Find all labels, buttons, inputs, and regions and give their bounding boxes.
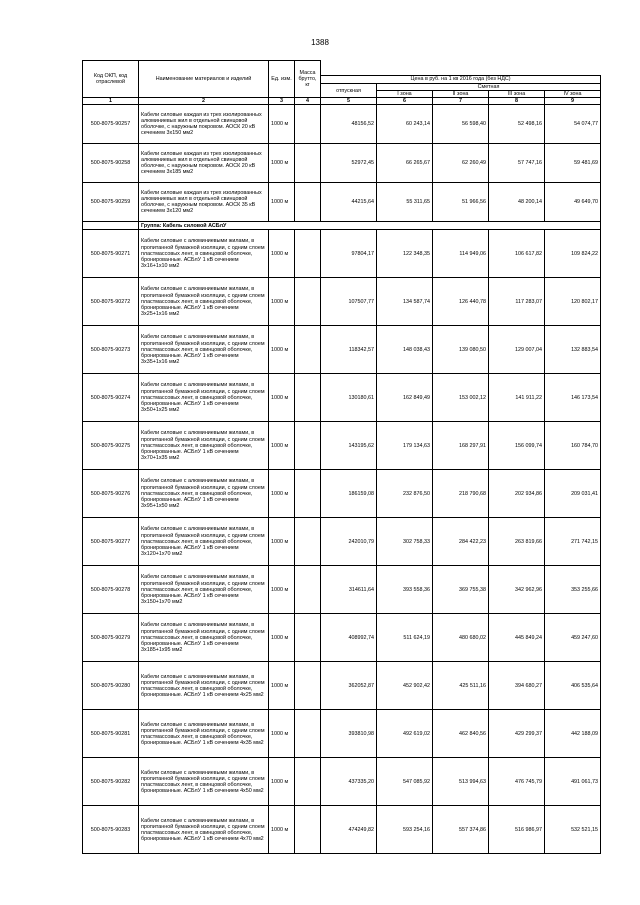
item-name: Кабели силовые с алюминиевыми жилами, в пропитанной бумажной изоляции, с одним слоем пластмассовых лент, в свинцовой оболочке, бронированные. АСБлУ 1 кВ сечением 3х25+1х16 мм2 (139, 278, 269, 326)
zone-3-price: 342 962,96 (489, 566, 545, 614)
table-row (83, 374, 601, 422)
group-row (83, 222, 601, 230)
table-row (83, 758, 601, 806)
column-index: 5 (321, 98, 377, 105)
col-header-estimate: Сметная (377, 84, 601, 91)
table-row (83, 566, 601, 614)
table-row (83, 518, 601, 566)
zone-3-price: 263 819,66 (489, 518, 545, 566)
unit-cell: 1000 м (269, 518, 295, 566)
zone-1-price: 492 619,02 (377, 710, 433, 758)
zone-4-price: 442 188,09 (545, 710, 601, 758)
zone-1-price: 393 558,36 (377, 566, 433, 614)
zone-2-price: 557 374,86 (433, 806, 489, 854)
zone-4-price: 459 247,60 (545, 614, 601, 662)
zone-2-price: 168 297,91 (433, 422, 489, 470)
column-index: 3 (269, 98, 295, 105)
release-price: 107507,77 (321, 278, 377, 326)
release-price: 314611,64 (321, 566, 377, 614)
unit-cell: 1000 м (269, 806, 295, 854)
page-number: 1388 (311, 38, 329, 47)
zone-4-price: 146 173,54 (545, 374, 601, 422)
zone-3-price: 429 299,37 (489, 710, 545, 758)
unit-cell: 1000 м (269, 758, 295, 806)
item-code: 500-8075-90277 (83, 518, 139, 566)
item-code: 500-8075-90274 (83, 374, 139, 422)
item-code: 500-8075-90271 (83, 230, 139, 278)
zone-3-price: 476 745,79 (489, 758, 545, 806)
mass-cell (295, 422, 321, 470)
zone-1-price: 162 849,49 (377, 374, 433, 422)
zone-1-price: 452 902,42 (377, 662, 433, 710)
col-header-name: Наименование материалов и изделий (139, 61, 269, 98)
table-row (83, 470, 601, 518)
zone-3-price: 141 911,22 (489, 374, 545, 422)
zone-3-price: 156 099,74 (489, 422, 545, 470)
zone-4-price: 532 521,15 (545, 806, 601, 854)
zone-3-price: 48 200,14 (489, 183, 545, 222)
zone-4-price: 160 784,70 (545, 422, 601, 470)
zone-4-price: 209 031,41 (545, 470, 601, 518)
column-index: 4 (295, 98, 321, 105)
zone-1-price: 60 243,14 (377, 105, 433, 144)
unit-cell: 1000 м (269, 470, 295, 518)
column-index-row (83, 98, 601, 105)
zone-2-price: 51 966,56 (433, 183, 489, 222)
zone-1-price: 302 758,33 (377, 518, 433, 566)
item-name: Кабели силовые с алюминиевыми жилами, в пропитанной бумажной изоляции, с одним слоем пластмассовых лент, в свинцовой оболочке, бронированные. АСБлУ 1 кВ сечением 3х120+1х70 мм2 (139, 518, 269, 566)
mass-cell (295, 566, 321, 614)
table-row (83, 278, 601, 326)
col-header-code: Код ОКП, код отраслевой (83, 61, 139, 98)
zone-2-price: 153 002,12 (433, 374, 489, 422)
release-price: 44215,64 (321, 183, 377, 222)
zone-2-price: 462 840,56 (433, 710, 489, 758)
zone-2-price: 369 755,38 (433, 566, 489, 614)
unit-cell: 1000 м (269, 566, 295, 614)
table-row (83, 144, 601, 183)
zone-4-price: 271 742,15 (545, 518, 601, 566)
column-index: 7 (433, 98, 489, 105)
table-row (83, 662, 601, 710)
zone-2-price: 126 440,78 (433, 278, 489, 326)
zone-1-price: 134 587,74 (377, 278, 433, 326)
column-index: 2 (139, 98, 269, 105)
unit-cell: 1000 м (269, 710, 295, 758)
table-row (83, 710, 601, 758)
table-row (83, 422, 601, 470)
table-row (83, 105, 601, 144)
table-row (83, 614, 601, 662)
release-price: 362052,87 (321, 662, 377, 710)
zone-4-price: 132 883,54 (545, 326, 601, 374)
item-name: Кабели силовые с алюминиевыми жилами, в пропитанной бумажной изоляции, с одним слоем пластмассовых лент, в свинцовой оболочке, бронированные. АСБлУ 1 кВ сечением 3х50+1х25 мм2 (139, 374, 269, 422)
mass-cell (295, 105, 321, 144)
zone-2-price: 56 598,40 (433, 105, 489, 144)
item-name: Кабели силовые с алюминиевыми жилами, в пропитанной бумажной изоляции, с одним слоем пластмассовых лент, в свинцовой оболочке, бронированные. АСБлУ 1 кВ сечением 3х150+1х70 мм2 (139, 566, 269, 614)
item-name: Кабели силовые каждая из трех изолированных алюминиевых жил в отдельной свинцовой оболочке, с наружным покровом. АОСК 20 кВ сечением 3х150 мм2 (139, 105, 269, 144)
zone-4-price: 59 481,69 (545, 144, 601, 183)
mass-cell (295, 758, 321, 806)
item-code: 500-8075-90282 (83, 758, 139, 806)
mass-cell (295, 470, 321, 518)
mass-cell (295, 374, 321, 422)
release-price: 48156,52 (321, 105, 377, 144)
zone-1-price: 232 876,50 (377, 470, 433, 518)
item-name: Кабели силовые с алюминиевыми жилами, в пропитанной бумажной изоляции, с одним слоем пластмассовых лент, в свинцовой оболочке, бронированные. АСБлУ 1 кВ сечением 3х185+1х95 мм2 (139, 614, 269, 662)
zone-4-price: 406 535,64 (545, 662, 601, 710)
item-name: Кабели силовые с алюминиевыми жилами, в пропитанной бумажной изоляции, с одним слоем пластмассовых лент, в свинцовой оболочке, бронированные. АСБлУ 1 кВ сечением 3х35+1х16 мм2 (139, 326, 269, 374)
col-header-unit: Ед. изм. (269, 61, 295, 98)
mass-cell (295, 144, 321, 183)
item-name: Кабели силовые каждая из трех изолированных алюминиевых жил в отдельной свинцовой оболочке, с наружным покровом. АОСК 35 кВ сечением 3х120 мм2 (139, 183, 269, 222)
zone-1-price: 66 265,67 (377, 144, 433, 183)
table-row (83, 183, 601, 222)
zone-1-price: 55 311,65 (377, 183, 433, 222)
zone-1-price: 593 254,16 (377, 806, 433, 854)
col-header-zone-1: I зона (377, 91, 433, 98)
release-price: 393810,98 (321, 710, 377, 758)
zone-1-price: 122 348,35 (377, 230, 433, 278)
item-name: Кабели силовые с алюминиевыми жилами, в пропитанной бумажной изоляции, с одним слоем пластмассовых лент, в свинцовой оболочке, бронированные. АСБлУ 1 кВ сечением 4х50 мм2 (139, 758, 269, 806)
mass-cell (295, 230, 321, 278)
group-label: Группа: Кабель силовой АСБлУ (139, 222, 601, 230)
mass-cell (295, 326, 321, 374)
unit-cell: 1000 м (269, 374, 295, 422)
zone-1-price: 511 624,19 (377, 614, 433, 662)
zone-3-price: 52 498,16 (489, 105, 545, 144)
table-row (83, 806, 601, 854)
zone-2-price: 425 511,16 (433, 662, 489, 710)
item-code: 500-8075-90278 (83, 566, 139, 614)
release-price: 437335,20 (321, 758, 377, 806)
zone-3-price: 516 986,97 (489, 806, 545, 854)
mass-cell (295, 183, 321, 222)
zone-1-price: 148 038,43 (377, 326, 433, 374)
item-name: Кабели силовые с алюминиевыми жилами, в пропитанной бумажной изоляции, с одним слоем пластмассовых лент, в свинцовой оболочке, бронированные. АСБлУ 1 кВ сечением 4х25 мм2 (139, 662, 269, 710)
release-price: 52972,45 (321, 144, 377, 183)
zone-4-price: 353 255,66 (545, 566, 601, 614)
item-name: Кабели силовые с алюминиевыми жилами, в пропитанной бумажной изоляции, с одним слоем пластмассовых лент, в свинцовой оболочке, бронированные. АСБлУ 1 кВ сечением 4х35 мм2 (139, 710, 269, 758)
unit-cell: 1000 м (269, 662, 295, 710)
col-header-release: отпускная (321, 84, 377, 98)
unit-cell: 1000 м (269, 278, 295, 326)
mass-cell (295, 806, 321, 854)
item-name: Кабели силовые с алюминиевыми жилами, в пропитанной бумажной изоляции, с одним слоем пластмассовых лент, в свинцовой оболочке, бронированные. АСБлУ 1 кВ сечением 3х95+1х50 мм2 (139, 470, 269, 518)
col-header-price-group: Цена в руб. на 1 кв 2016 года (без НДС) (321, 76, 601, 84)
col-header-zone-2: II зона (433, 91, 489, 98)
unit-cell: 1000 м (269, 144, 295, 183)
mass-cell (295, 710, 321, 758)
zone-3-price: 117 283,07 (489, 278, 545, 326)
zone-2-price: 114 949,06 (433, 230, 489, 278)
item-name: Кабели силовые каждая из трех изолированных алюминиевых жил в отдельной свинцовой оболочке, с наружным покровом. АОСК 20 кВ сечением 3х185 мм2 (139, 144, 269, 183)
item-code: 500-8075-90273 (83, 326, 139, 374)
zone-2-price: 284 422,23 (433, 518, 489, 566)
unit-cell: 1000 м (269, 326, 295, 374)
release-price: 242010,79 (321, 518, 377, 566)
col-header-mass: Масса брутто, кг (295, 61, 321, 98)
unit-cell: 1000 м (269, 183, 295, 222)
unit-cell: 1000 м (269, 422, 295, 470)
item-code: 500-8075-90279 (83, 614, 139, 662)
item-code: 500-8075-90272 (83, 278, 139, 326)
zone-4-price: 120 802,17 (545, 278, 601, 326)
mass-cell (295, 278, 321, 326)
zone-4-price: 49 649,70 (545, 183, 601, 222)
zone-2-price: 218 790,68 (433, 470, 489, 518)
unit-cell: 1000 м (269, 230, 295, 278)
table-row (83, 230, 601, 278)
zone-1-price: 547 085,92 (377, 758, 433, 806)
zone-4-price: 491 061,73 (545, 758, 601, 806)
zone-2-price: 513 994,63 (433, 758, 489, 806)
zone-3-price: 445 849,24 (489, 614, 545, 662)
zone-3-price: 57 747,16 (489, 144, 545, 183)
zone-3-price: 394 680,27 (489, 662, 545, 710)
item-code: 500-8075-90257 (83, 105, 139, 144)
item-code: 500-8075-90283 (83, 806, 139, 854)
item-code: 500-8075-90276 (83, 470, 139, 518)
zone-4-price: 109 824,22 (545, 230, 601, 278)
zone-3-price: 129 007,04 (489, 326, 545, 374)
zone-4-price: 54 074,77 (545, 105, 601, 144)
column-index: 1 (83, 98, 139, 105)
column-index: 9 (545, 98, 601, 105)
unit-cell: 1000 м (269, 105, 295, 144)
zone-3-price: 106 617,82 (489, 230, 545, 278)
col-header-zone-3: III зона (489, 91, 545, 98)
mass-cell (295, 518, 321, 566)
zone-2-price: 480 680,02 (433, 614, 489, 662)
item-code: 500-8075-90259 (83, 183, 139, 222)
item-name: Кабели силовые с алюминиевыми жилами, в пропитанной бумажной изоляции, с одним слоем пластмассовых лент, в свинцовой оболочке, бронированные. АСБлУ 1 кВ сечением 3х16+1х10 мм2 (139, 230, 269, 278)
release-price: 97804,17 (321, 230, 377, 278)
unit-cell: 1000 м (269, 614, 295, 662)
zone-2-price: 139 080,50 (433, 326, 489, 374)
release-price: 186159,08 (321, 470, 377, 518)
release-price: 130180,61 (321, 374, 377, 422)
item-code: 500-8075-90280 (83, 662, 139, 710)
zone-3-price: 202 934,86 (489, 470, 545, 518)
release-price: 474249,82 (321, 806, 377, 854)
item-name: Кабели силовые с алюминиевыми жилами, в пропитанной бумажной изоляции, с одним слоем пластмассовых лент, в свинцовой оболочке, бронированные. АСБлУ 1 кВ сечением 4х70 мм2 (139, 806, 269, 854)
table-row (83, 326, 601, 374)
item-code: 500-8075-90275 (83, 422, 139, 470)
item-code: 500-8075-90281 (83, 710, 139, 758)
price-table (82, 60, 601, 854)
col-header-zone-4: IV зона (545, 91, 601, 98)
release-price: 118342,57 (321, 326, 377, 374)
mass-cell (295, 614, 321, 662)
item-code: 500-8075-90258 (83, 144, 139, 183)
release-price: 143195,62 (321, 422, 377, 470)
column-index: 8 (489, 98, 545, 105)
item-name: Кабели силовые с алюминиевыми жилами, в пропитанной бумажной изоляции, с одним слоем пластмассовых лент, в свинцовой оболочке, бронированные. АСБлУ 1 кВ сечением 3х70+1х35 мм2 (139, 422, 269, 470)
zone-1-price: 179 134,63 (377, 422, 433, 470)
zone-2-price: 62 260,49 (433, 144, 489, 183)
mass-cell (295, 662, 321, 710)
release-price: 408992,74 (321, 614, 377, 662)
column-index: 6 (377, 98, 433, 105)
